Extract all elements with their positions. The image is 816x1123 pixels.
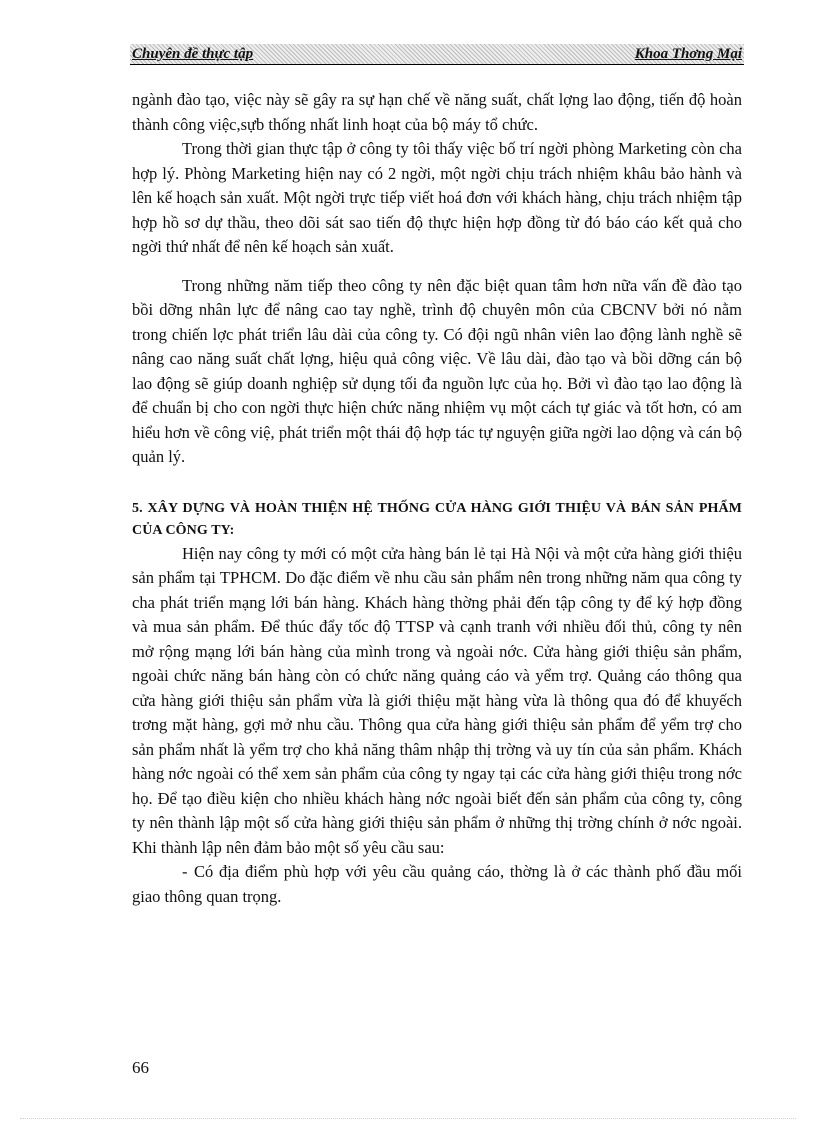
header-doc-title: Chuyên đề thực tập — [132, 46, 254, 62]
paragraph-training: Trong những năm tiếp theo công ty nên đặc biệt quan tâm hơn nữa vấn đề đào tạo bồi dỡng nhân lực để nâng cao tay nghề, trình độ chuyên môn của CBCNV bởi nó nằm trong chiến lợc phát triển lâu dài của công ty. Có đội ngũ nhân viên lao động lành nghề sẽ nâng cao năng suất chất lợng, hiệu quả công việc. Về lâu dài, đào tạo và bồi dỡng cán bộ lao động sẽ giúp doanh nghiệp sử dụng tối đa nguồn lực của họ. Bởi vì đào tạo lao động là để chuẩn bị cho con ngời thực hiện chức năng nhiệm vụ một cách tự giác và tốt hơn, có am hiểu hơn về công việ, phát triển một thái độ hợp tác tự nguyện giữa ngời lao dộng và cán bộ quản lý. — [132, 275, 742, 466]
page-number: 66 — [132, 1058, 149, 1077]
paragraph-store-network: Hiện nay công ty mới có một cửa hàng bán lẻ tại Hà Nội và một cửa hàng giới thiệu sản phẩm tại TPHCM. Do đặc điểm về nhu cầu sản phẩm nên trong những năm qua công ty cha phát triển mạng lới bán hàng. Khách hàng thờng phải đến tập công ty để ký hợp đồng và mua sản phẩm. Để thúc đẩy tốc độ TTSP và cạnh tranh với nhiều đối thủ, công ty nên mở rộng mạng lới bán hàng của mình trong và ngoài nớc. Cửa hàng giới thiệu sản phẩm, ngoài chức năng bán hàng còn có chức năng quảng cáo và yểm trợ. Quảng cáo thông qua cửa hàng giới thiệu sản phẩm vừa là giới thiệu mặt hàng vừa là thông qua đó để khuyếch trơng mặt hàng, gợi mở nhu cầu. Thông qua cửa hàng giới thiệu sản phẩm để yểm trợ cho sản phẩm nhất là yểm trợ cho khả năng thâm nhập thị trờng và uy tín của sản phẩm. Khách hàng nớc ngoài có thể xem sản phẩm của công ty ngay tại các cửa hàng giới thiệu trong nớc họ. Để tạo điều kiện cho nhiều khách hàng nớc ngoài biết đến sản phẩm của công ty, công ty nên thành lập một số cửa hàng giới thiệu sản phẩm ở những thị trờng chính ở nớc ngoài. Khi thành lập nên đảm bảo một số yêu cầu sau: — [132, 543, 742, 857]
bullet-marker: - — [182, 862, 188, 881]
page-header — [130, 44, 744, 65]
footer-divider — [20, 1118, 796, 1119]
page-body — [132, 88, 742, 909]
paragraph-continued: ngành đào tạo, việc này sẽ gây ra sự hạn chế về năng suất, chất lợng lao động, tiến độ hoàn thành công việc,sựb thống nhất linh hoạt của bộ máy tổ chức. — [132, 90, 742, 134]
section-heading: 5. XÂY DỰNG VÀ HOÀN THIỆN HỆ THỐNG CỬA HÀNG GIỚI THIỆU VÀ BÁN SẢN PHẨM CỦA CÔNG TY: — [132, 500, 742, 538]
paragraph-marketing-staffing: Trong thời gian thực tập ở công ty tôi thấy việc bố trí ngời phòng Marketing còn cha hợp lý. Phòng Marketing hiện nay có 2 ngời, một ngời chịu trách nhiệm khâu bảo hành và lên kế hoạch sản xuất. Một ngời trực tiếp viết hoá đơn với khách hàng, chịu trách nhiệm tập hợp hồ sơ dự thầu, theo dõi sát sao tiến độ thực hiện hợp đồng từ đó báo cáo kết quả cho ngời thứ nhất để nên kế hoạch sản xuất. — [132, 139, 742, 256]
bullet-text: Có địa điểm phù hợp với yêu cầu quảng cáo, thờng là ở các thành phố đầu mối giao thông quan trọng. — [132, 862, 742, 906]
header-faculty: Khoa Thơng Mại — [634, 46, 742, 62]
bullet-item — [132, 860, 742, 909]
